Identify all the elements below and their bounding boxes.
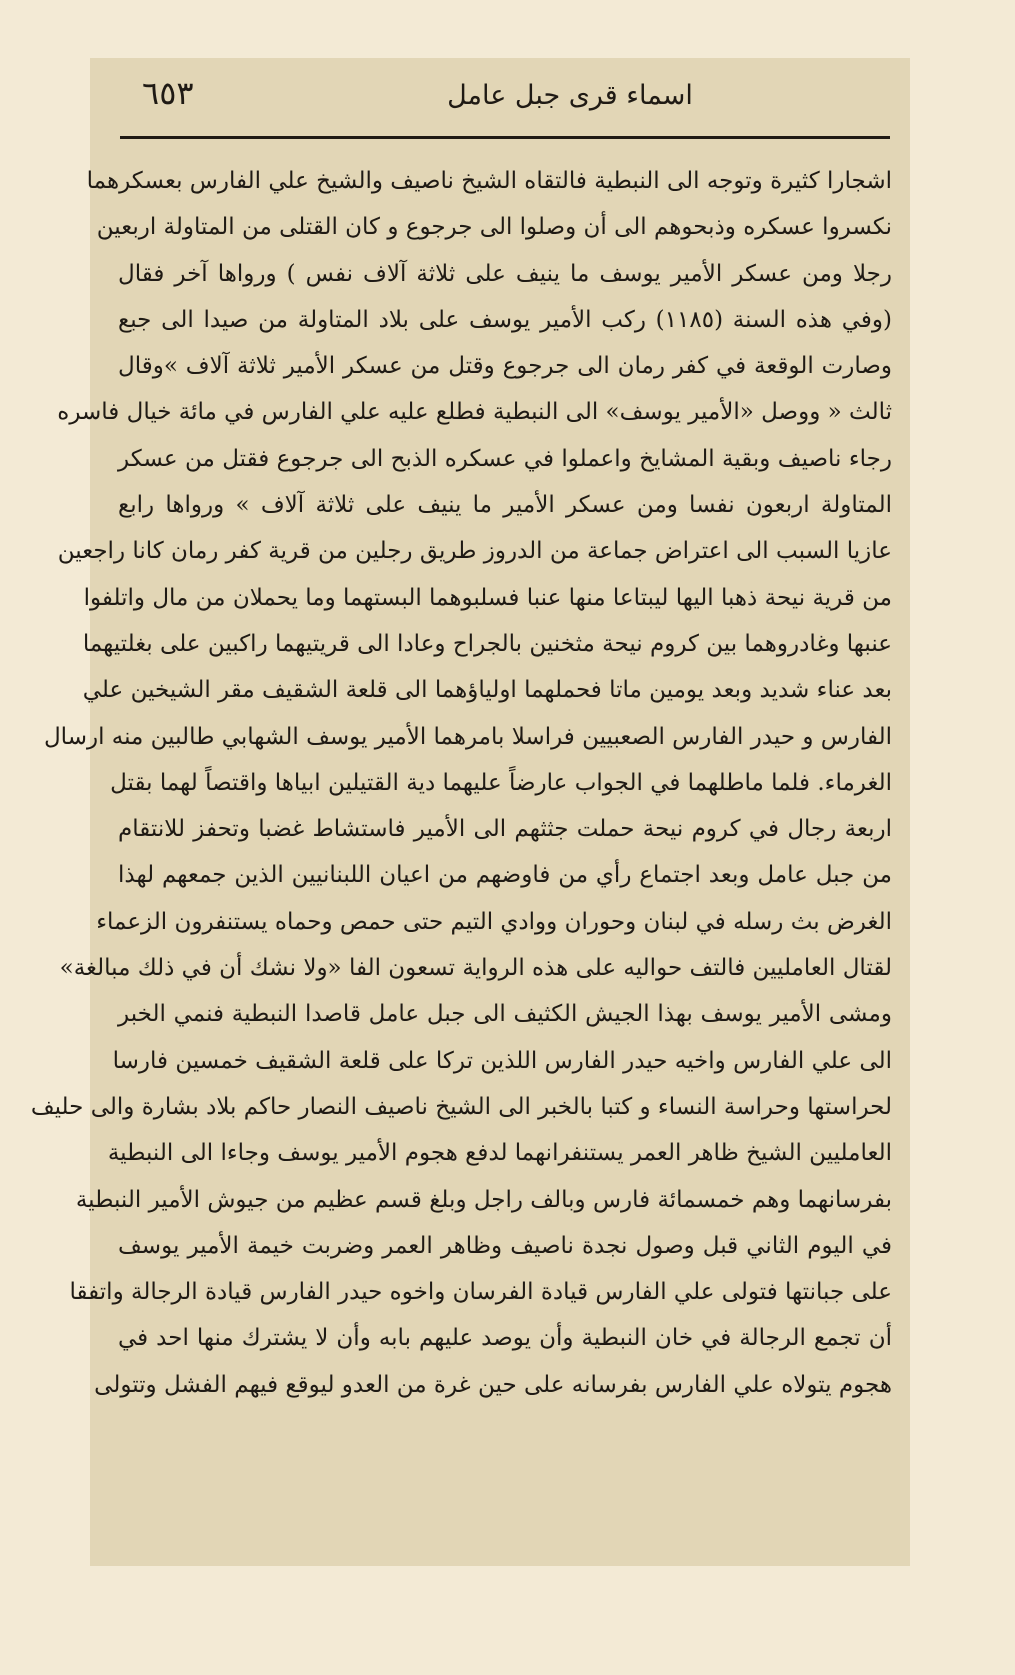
text-line: في اليوم الثاني قبل وصول نجدة ناصيف وظاهر العمر وضربت خيمة الأمير يوسف [118, 1232, 892, 1259]
text-line: نكسروا عسكره وذبحوهم الى أن وصلوا الى جرجوع و كان القتلى من المتاولة اربعين [96, 214, 892, 241]
text-line: لقتال العامليين فالتف حواليه على هذه الرواية تسعون الفا «ولا نشك أن في ذلك مبالغة» [59, 955, 892, 982]
running-title: اسماء قرى جبل عامل [447, 80, 693, 111]
body-text [30, 158, 892, 1548]
text-line: لحراستها وحراسة النساء و كتبا بالخبر الى الشيخ ناصيف النصار حاكم بلاد بشارة والى حليف [30, 1093, 892, 1120]
text-line: رجاء ناصيف وبقية المشايخ واعملوا في عسكره الذبح الى جرجوع فقتل من عسكر [118, 445, 892, 472]
page-header [90, 58, 910, 128]
text-line: اربعة رجال في كروم نيحة حملت جثثهم الى الأمير فاستشاط غضبا وتحفز للانتقام [118, 816, 892, 843]
page-number: ٦٥٣ [142, 74, 194, 112]
text-line: عنبها وغادروهما بين كروم نيحة مثخنين بالجراح وعادا الى قريتيهما راكبين على بغلتيهما [82, 630, 892, 657]
text-line: الفارس و حيدر الفارس الصعبيين فراسلا بامرهما الأمير يوسف الشهابي طالبين منه ارسال [43, 723, 892, 750]
text-line: على جبانتها فتولى علي الفارس قيادة الفرسان واخوه حيدر الفارس قيادة الرجالة واتفقا [69, 1279, 892, 1306]
text-line: بفرسانهما وهم خمسمائة فارس وبالف راجل وبلغ قسم عظيم من جيوش الأمير النبطية [75, 1186, 892, 1213]
text-line: عازيا السبب الى اعتراض جماعة من الدروز طريق رجلين من قرية كفر رمان كانا راجعين [57, 538, 892, 565]
text-line: ثالث « ووصل «الأمير يوسف» الى النبطية فطلع عليه علي الفارس في مائة خيال فاسره [57, 399, 892, 426]
text-line: الغرماء. فلما ماطلهما في الجواب عارضاً عليهما دية القتيلين ابياها واقتصاً لهما بقتل [110, 769, 892, 796]
text-line: العامليين الشيخ ظاهر العمر يستنفرانهما لدفع هجوم الأمير يوسف وجاءا الى النبطية [107, 1140, 892, 1167]
book-page [30, 58, 910, 1566]
text-line: من قرية نيحة ذهبا اليها ليبتاعا منها عنبا فسلبوهما البستهما وما يحملان من مال واتلفوا [83, 584, 892, 611]
header-rule [120, 136, 890, 139]
text-line: بعد عناء شديد وبعد يومين ماتا فحملهما اولياؤهما الى قلعة الشقيف مقر الشيخين علي [82, 677, 892, 704]
text-line: ومشى الأمير يوسف بهذا الجيش الكثيف الى جبل عامل قاصدا النبطية فنمي الخبر [118, 1001, 892, 1028]
text-line: المتاولة اربعون نفسا ومن عسكر الأمير ما ينيف على ثلاثة آلاف » ورواها رابع [118, 492, 892, 519]
text-line: من جبل عامل وبعد اجتماع رأي من فاوضهم من اعيان اللبنانيين الذين جمعهم لهذا [118, 862, 892, 889]
text-line: الى علي الفارس واخيه حيدر الفارس اللذين تركا على قلعة الشقيف خمسين فارسا [112, 1047, 892, 1074]
text-line: اشجارا كثيرة وتوجه الى النبطية فالتقاه الشيخ ناصيف والشيخ علي الفارس بعسكرهما [86, 168, 892, 194]
text-line: رجلا ومن عسكر الأمير يوسف ما ينيف على ثلاثة آلاف نفس ) ورواها آخر فقال [118, 260, 892, 287]
text-line: (وفي هذه السنة (١١٨٥) ركب الأمير يوسف على بلاد المتاولة من صيدا الى جبع [118, 306, 892, 333]
text-line: الغرض بث رسله في لبنان وحوران ووادي التيم حتى حمص وحماه يستنفرون الزعماء [96, 908, 892, 935]
text-line: هجوم يتولاه علي الفارس بفرسانه على حين غرة من العدو ليوقع فيهم الفشل وتتولى [94, 1371, 892, 1398]
text-line: وصارت الوقعة في كفر رمان الى جرجوع وقتل من عسكر الأمير ثلاثة آلاف »وقال [118, 353, 892, 380]
text-line: أن تجمع الرجالة في خان النبطية وأن يوصد عليهم بابه وأن لا يشترك منها احد في [118, 1325, 892, 1352]
